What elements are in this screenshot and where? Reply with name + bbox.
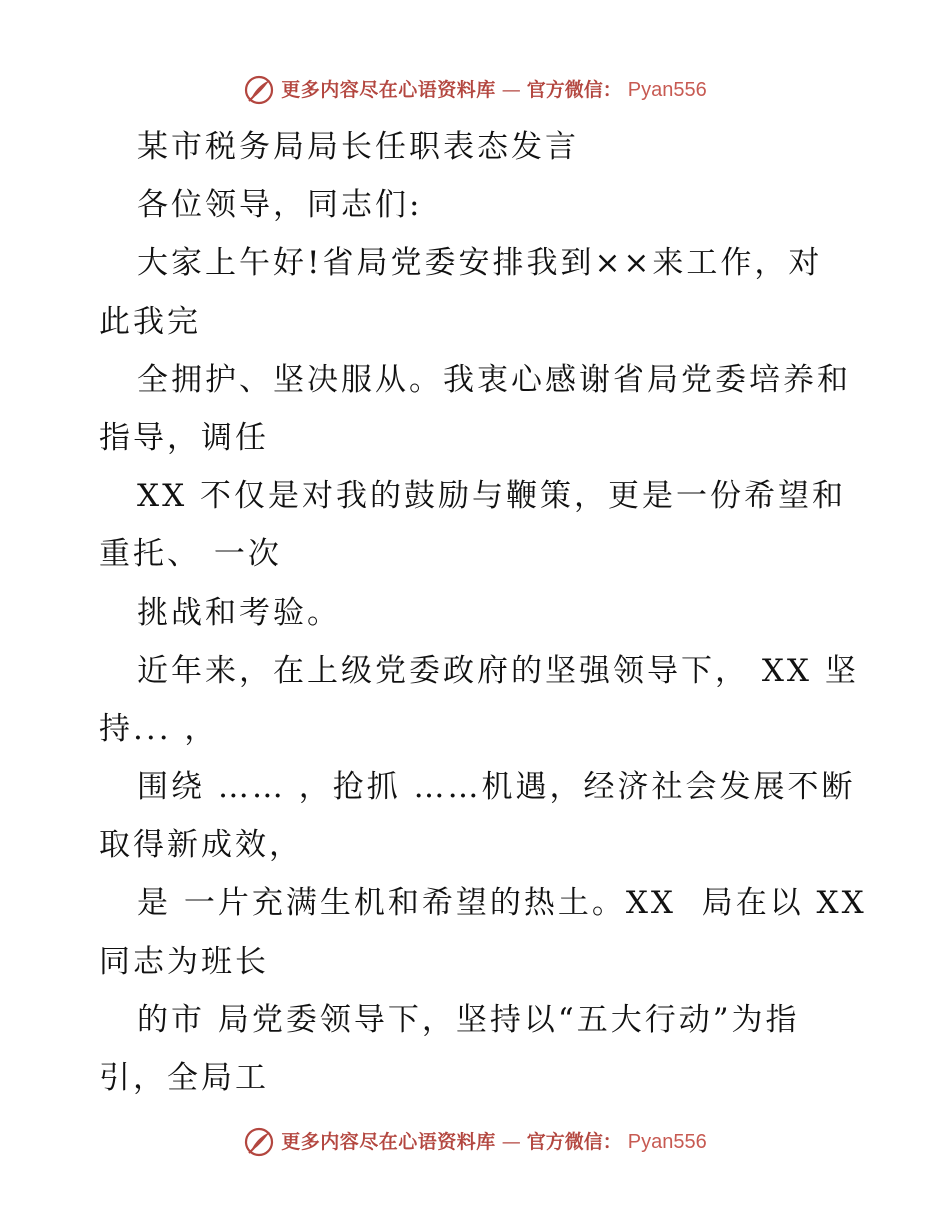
paragraph-line: 是 一片充满生机和希望的热土。XX 局在以 XX [137, 885, 867, 922]
paragraph-line: 持... ， [99, 710, 219, 747]
paragraph-line: 大家上午好!省局党委安排我到××来工作，对 [137, 245, 823, 282]
paragraph-line: XX 不仅是对我的鼓励与鞭策，更是一份希望和 [137, 478, 846, 515]
watermark-wechat-label: 官方微信： [526, 1131, 622, 1153]
paragraph-line: 重托、 一次 [99, 536, 282, 573]
paragraph-line: 全拥护、坚决服从。我衷心感谢省局党委培养和 [137, 361, 851, 398]
paragraph-line: 此我完 [99, 303, 201, 340]
feather-pen-logo-icon [243, 74, 275, 106]
watermark-dash: — [501, 1131, 521, 1153]
watermark-dash: — [501, 79, 521, 101]
paragraph-line: 引，全局工 [99, 1060, 269, 1096]
feather-pen-logo-icon [243, 1126, 275, 1158]
salutation: 各位领导，同志们: [137, 187, 423, 224]
header-watermark [0, 74, 950, 106]
watermark-site-text: 更多内容尽在心语资料库 [281, 79, 496, 101]
footer-watermark [0, 1126, 950, 1158]
document-title: 某市税务局局长任职表态发言 [137, 129, 579, 165]
paragraph-line: 取得新成效， [99, 827, 303, 864]
watermark-wechat-id: Pyan556 [627, 79, 707, 101]
watermark-wechat-label: 官方微信： [526, 79, 622, 101]
paragraph-line: 近年来，在上级党委政府的坚强领导下， XX 坚 [137, 652, 859, 689]
paragraph-line: 挑战和考验。 [137, 594, 341, 631]
paragraph-line: 的市 局党委领导下，坚持以“五大行动”为指 [137, 1001, 800, 1038]
watermark-site-text: 更多内容尽在心语资料库 [281, 1131, 496, 1153]
paragraph-line: 围绕 …… ，抢抓 ……机遇，经济社会发展不断 [137, 769, 856, 806]
paragraph-line: 指导，调任 [99, 419, 269, 456]
document-body [99, 118, 867, 1107]
watermark-wechat-id: Pyan556 [627, 1131, 707, 1153]
paragraph-line: 同志为班长 [99, 943, 269, 980]
